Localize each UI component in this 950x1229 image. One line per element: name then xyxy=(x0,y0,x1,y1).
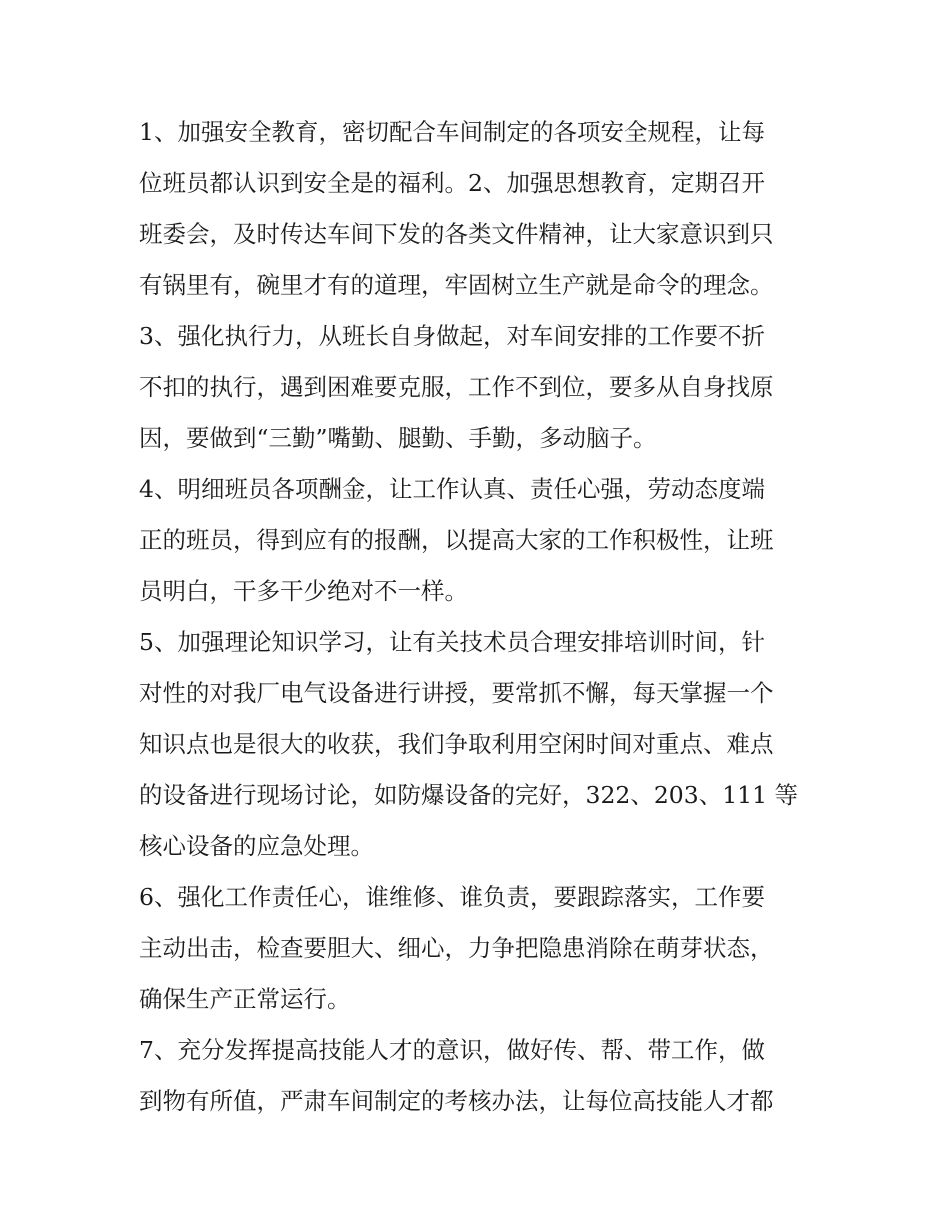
text-line-16: 6、强化工作责任心，谁维修、谁负责，要跟踪落实，工作要 xyxy=(139,883,765,911)
text-line-17: 主动出击，检查要胆大、细心，力争把隐患消除在萌芽状态， xyxy=(139,934,774,962)
text-line-2: 位班员都认识到安全是的福利。2、加强思想教育，定期召开 xyxy=(139,169,765,197)
text-line-12: 对性的对我厂电气设备进行讲授，要常抓不懈，每天掌握一个 xyxy=(139,679,774,707)
text-line-19: 7、充分发挥提高技能人才的意识，做好传、帮、带工作，做 xyxy=(139,1036,765,1064)
text-line-3: 班委会，及时传达车间下发的各类文件精神，让大家意识到只 xyxy=(139,220,774,248)
text-line-11: 5、加强理论知识学习，让有关技术员合理安排培训时间，针 xyxy=(139,628,765,656)
text-line-1: 1、加强安全教育，密切配合车间制定的各项安全规程，让每 xyxy=(139,118,765,146)
text-line-7: 因，要做到“三勤”嘴勤、腿勤、手勤，多动脑子。 xyxy=(139,424,657,452)
text-line-4: 有锅里有，碗里才有的道理，牢固树立生产就是命令的理念。 xyxy=(139,271,774,299)
document-body xyxy=(139,107,829,1127)
text-line-10: 员明白，干多干少绝对不一样。 xyxy=(139,577,468,605)
text-line-14: 的设备进行现场讨论，如防爆设备的完好，322、203、111 等 xyxy=(139,781,799,809)
text-line-9: 正的班员，得到应有的报酬，以提高大家的工作积极性，让班 xyxy=(139,526,774,554)
text-line-8: 4、明细班员各项酬金，让工作认真、责任心强，劳动态度端 xyxy=(139,475,765,503)
text-line-18: 确保生产正常运行。 xyxy=(139,985,351,1013)
text-line-6: 不扣的执行，遇到困难要克服，工作不到位，要多从自身找原 xyxy=(139,373,774,401)
text-line-13: 知识点也是很大的收获，我们争取利用空闲时间对重点、难点 xyxy=(139,730,774,758)
text-line-15: 核心设备的应急处理。 xyxy=(139,832,374,860)
text-line-5: 3、强化执行力，从班长自身做起，对车间安排的工作要不折 xyxy=(139,322,765,350)
text-line-20: 到物有所值，严肃车间制定的考核办法，让每位高技能人才都 xyxy=(139,1087,774,1115)
